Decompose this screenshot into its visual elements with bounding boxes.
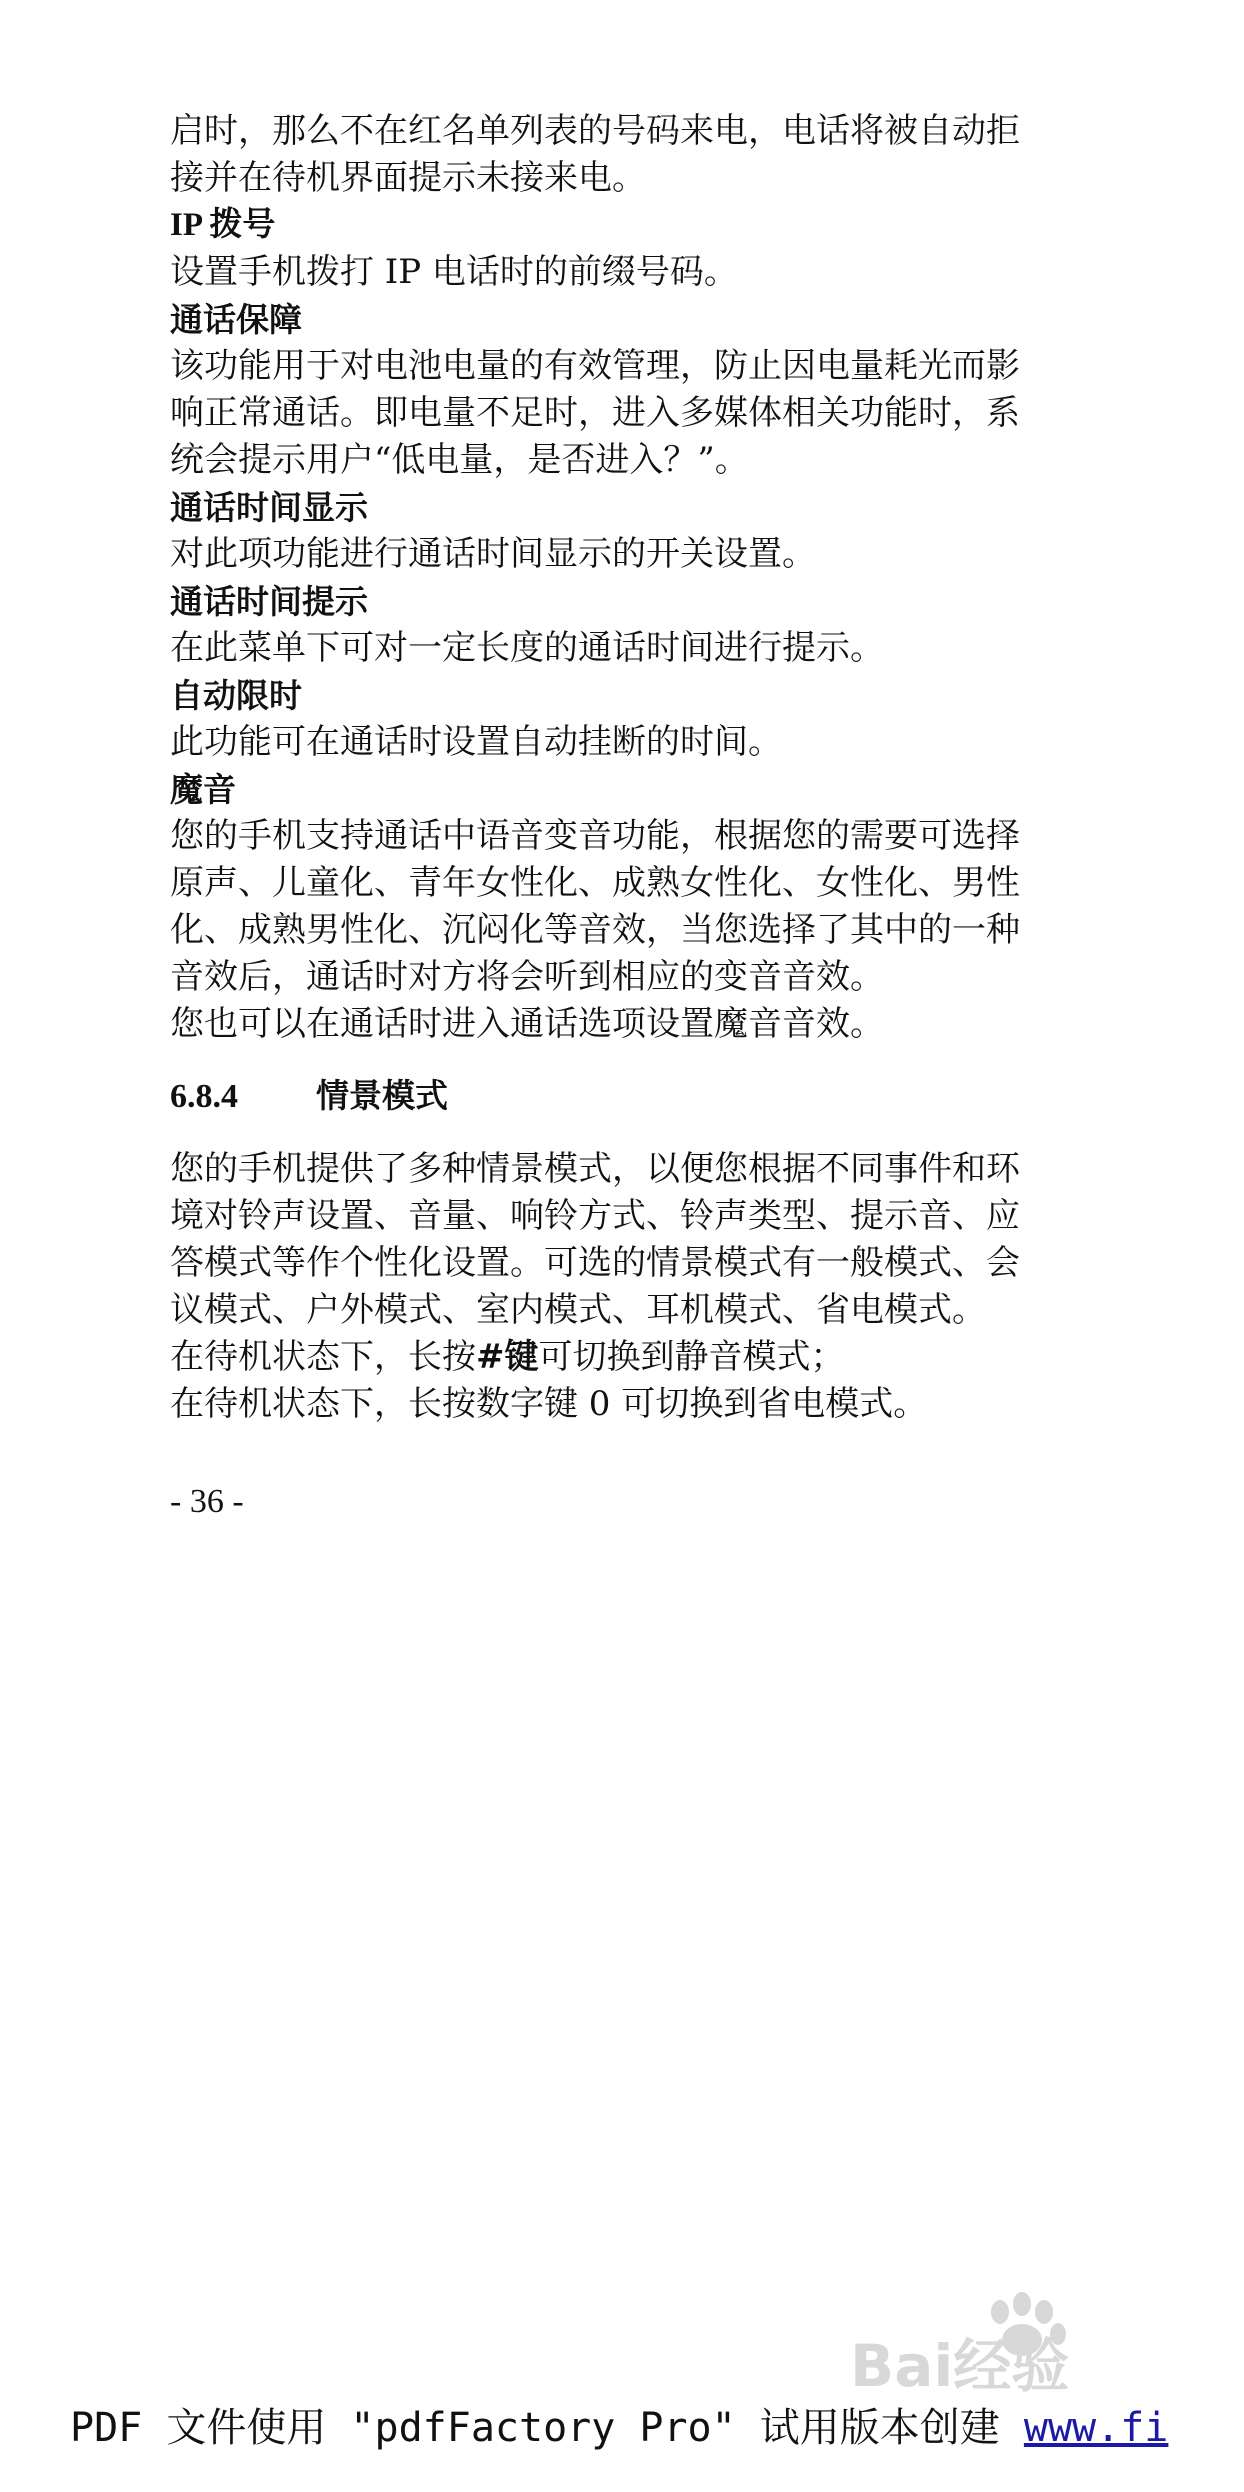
- paragraph-line: 答模式等作个性化设置。可选的情景模式有一般模式、会: [170, 1243, 1020, 1283]
- section-heading: [170, 1072, 1090, 1120]
- paragraph-line: 您的手机支持通话中语音变音功能，根据您的需要可选择: [170, 816, 1020, 856]
- paragraph-line: 统会提示用户“低电量，是否进入？”。: [170, 440, 749, 480]
- paragraph-line: 响正常通话。即电量不足时，进入多媒体相关功能时，系: [170, 393, 1020, 433]
- text-run: 在待机状态下，长按: [170, 1337, 476, 1377]
- paragraph-line: 接并在待机界面提示未接来电。: [170, 158, 646, 198]
- pdf-footer: [70, 2400, 1168, 2456]
- paragraph-line: 此功能可在通话时设置自动挂断的时间。: [170, 722, 782, 762]
- paragraph-line: 对此项功能进行通话时间显示的开关设置。: [170, 534, 816, 574]
- heading-magic-voice: 魔音: [170, 770, 236, 809]
- paragraph-line: 启时，那么不在红名单列表的号码来电，电话将被自动拒: [170, 111, 1020, 151]
- paragraph-line: [170, 1334, 1090, 1381]
- hash-key-text: #键: [476, 1337, 539, 1377]
- paragraph-line: 化、成熟男性化、沉闷化等音效，当您选择了其中的一种: [170, 910, 1020, 950]
- section-title: 情景模式: [316, 1076, 448, 1115]
- paragraph-line: 议模式、户外模式、室内模式、耳机模式、省电模式。: [170, 1290, 986, 1330]
- footer-text: PDF 文件使用 "pdfFactory Pro" 试用版本创建: [70, 2405, 1024, 2451]
- paragraph-line: 在待机状态下，长按数字键 0 可切换到省电模式。: [170, 1384, 928, 1424]
- heading-call-time-display: 通话时间显示: [170, 488, 368, 527]
- paragraph-line: 原声、儿童化、青年女性化、成熟女性化、女性化、男性: [170, 863, 1020, 903]
- paragraph-line: 在此菜单下可对一定长度的通话时间进行提示。: [170, 628, 884, 668]
- heading-call-time-reminder: 通话时间提示: [170, 582, 368, 621]
- text-run: 可切换到静音模式；: [538, 1337, 845, 1377]
- heading-call-protection: 通话保障: [170, 300, 302, 339]
- paragraph-line: 该功能用于对电池电量的有效管理，防止因电量耗光而影: [170, 346, 1020, 386]
- watermark-text: Bai经验: [850, 2332, 1070, 2400]
- heading-ip-dial: IP 拨号: [170, 207, 276, 243]
- footer-link[interactable]: www.fi: [1023, 2405, 1169, 2451]
- paragraph-line: 设置手机拨打 IP 电话时的前缀号码。: [170, 252, 738, 292]
- page-number: - 36 -: [170, 1483, 244, 1520]
- section-number: 6.8.4: [170, 1078, 238, 1115]
- paragraph-line: 音效后，通话时对方将会听到相应的变音音效。: [170, 957, 884, 997]
- document-page: [170, 108, 1090, 1525]
- heading-auto-time-limit: 自动限时: [170, 676, 302, 715]
- paragraph-line: 您的手机提供了多种情景模式，以便您根据不同事件和环: [170, 1149, 1020, 1189]
- paragraph-line: 境对铃声设置、音量、响铃方式、铃声类型、提示音、应: [170, 1196, 1020, 1236]
- paragraph-line: 您也可以在通话时进入通话选项设置魔音音效。: [170, 1004, 884, 1044]
- baidu-watermark-logo: [840, 2290, 1170, 2400]
